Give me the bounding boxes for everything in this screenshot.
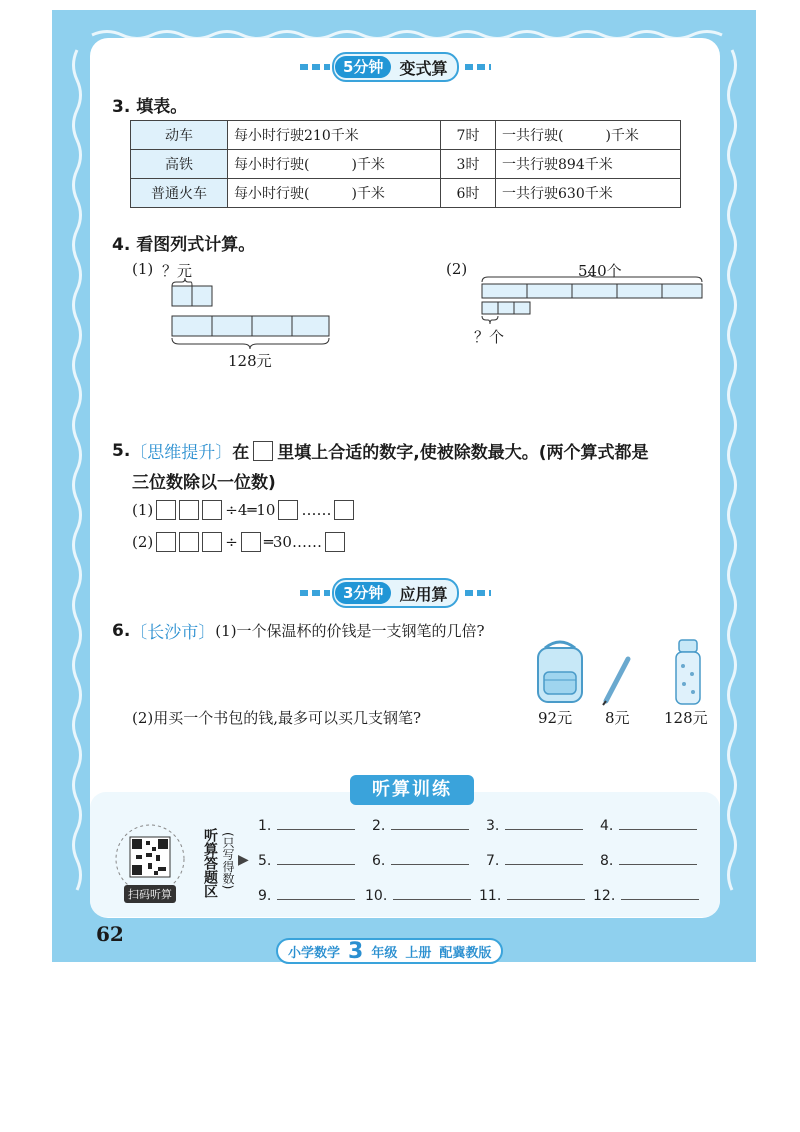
remainder-box[interactable] <box>325 532 345 552</box>
answer-note: (只写得数) <box>221 832 235 890</box>
equation-1 <box>132 500 354 520</box>
question-5-title <box>112 438 649 463</box>
divider-dots <box>300 64 330 70</box>
diagram-1-label: (1) <box>132 260 154 278</box>
answer-slot[interactable]: 12. <box>593 888 699 904</box>
answer-slot[interactable]: 3. <box>486 818 583 834</box>
table-row <box>131 150 681 179</box>
speed-cell: 每小时行驶210千米 <box>228 121 441 150</box>
digit-box[interactable] <box>202 532 222 552</box>
equation-label: (1) <box>132 501 154 519</box>
digit-box[interactable] <box>156 500 176 520</box>
speed-cell[interactable]: 每小时行驶( )千米 <box>228 179 441 208</box>
footer-edition: 配冀教版 <box>439 945 492 961</box>
section-title: 应用算 <box>399 584 448 604</box>
footer-grade: 3 <box>348 938 364 964</box>
footer-grade-unit: 年级 <box>371 945 398 961</box>
equation-middle: ÷4═10 <box>225 501 276 519</box>
train-type: 动车 <box>131 121 228 150</box>
answer-slot[interactable]: 2. <box>372 818 469 834</box>
equation-middle: ═30…… <box>263 533 322 551</box>
divide-sign: ÷ <box>225 533 238 551</box>
equation-2 <box>132 532 345 552</box>
time-cell: 6时 <box>441 179 496 208</box>
train-type: 普通火车 <box>131 179 228 208</box>
question-number: 5. <box>112 440 131 461</box>
answer-slot[interactable]: 8. <box>600 853 697 869</box>
answer-slot[interactable]: 4. <box>600 818 697 834</box>
footer-volume: 上册 <box>405 945 432 961</box>
digit-box[interactable] <box>202 500 222 520</box>
answer-slot[interactable]: 11. <box>479 888 585 904</box>
divisor-box[interactable] <box>241 532 261 552</box>
answer-box-sample <box>253 441 273 461</box>
question-4-title: 4. 看图列式计算。 <box>112 235 256 255</box>
time-cell: 7时 <box>441 121 496 150</box>
thinking-tag: 〔思维提升〕 <box>130 443 233 463</box>
diagram-2-label: (2) <box>446 260 468 278</box>
divider-dots <box>300 590 330 596</box>
answer-slot[interactable]: 5. <box>258 853 355 869</box>
table-row <box>131 179 681 208</box>
section-header-application <box>300 580 491 606</box>
section-title: 变式算 <box>399 58 448 78</box>
distance-cell: 一共行驶894千米 <box>496 150 681 179</box>
diagram-1-total: 128元 <box>228 352 272 370</box>
question-text-a: 在 <box>232 443 250 463</box>
digit-box[interactable] <box>179 500 199 520</box>
remainder-dots: …… <box>301 501 332 519</box>
time-cell: 3时 <box>441 150 496 179</box>
footer-book-info <box>276 938 503 964</box>
diagram-1-unknown: ？元 <box>162 262 193 280</box>
arrow-right-icon: ▶ <box>238 852 249 868</box>
question-text-b: 里填上合适的数字,使被除数最大。(两个算式都是 <box>277 443 649 463</box>
thermos-icon <box>670 638 706 706</box>
speed-cell[interactable]: 每小时行驶( )千米 <box>228 150 441 179</box>
backpack-price: 92元 <box>538 709 573 727</box>
digit-box[interactable] <box>278 500 298 520</box>
fill-table <box>130 120 681 208</box>
question-5-text-c: 三位数除以一位数) <box>132 473 276 493</box>
pen-icon <box>600 655 634 707</box>
pen-price: 8元 <box>605 709 630 727</box>
question-6-part-2: (2)用买一个书包的钱,最多可以买几支钢笔? <box>132 709 422 727</box>
answer-slot[interactable]: 9. <box>258 888 355 904</box>
section-header-variant <box>300 54 491 80</box>
digit-box[interactable] <box>179 532 199 552</box>
question-6-part-1: (1)一个保温杯的价钱是一支钢笔的几倍? <box>215 622 485 640</box>
scan-label: 扫码听算 <box>124 885 176 903</box>
diagram-2-unknown: ？个 <box>474 328 505 346</box>
minutes-badge: 5分钟 <box>335 56 391 78</box>
question-3-title: 3. 填表。 <box>112 97 188 117</box>
answer-slot[interactable]: 6. <box>372 853 469 869</box>
divider-dots <box>461 64 491 70</box>
train-type: 高铁 <box>131 150 228 179</box>
remainder-box[interactable] <box>334 500 354 520</box>
answer-area-label: 听算答题区 <box>202 828 218 898</box>
equation-label: (2) <box>132 533 154 551</box>
diagram-2-total: 540个 <box>578 262 622 280</box>
answer-slot[interactable]: 7. <box>486 853 583 869</box>
thermos-price: 128元 <box>664 709 708 727</box>
divider-dots <box>461 590 491 596</box>
answer-slot[interactable]: 10. <box>365 888 471 904</box>
minutes-badge: 3分钟 <box>335 582 391 604</box>
digit-box[interactable] <box>156 532 176 552</box>
diagram-2 <box>478 272 708 326</box>
distance-cell[interactable]: 一共行驶( )千米 <box>496 121 681 150</box>
footer-subject: 小学数学 <box>288 945 341 961</box>
distance-cell: 一共行驶630千米 <box>496 179 681 208</box>
question-6-title <box>112 618 485 643</box>
answer-slot[interactable]: 1. <box>258 818 355 834</box>
page-number: 62 <box>96 922 124 946</box>
listening-title: 听算训练 <box>350 775 474 805</box>
table-row <box>131 121 681 150</box>
diagram-1 <box>165 272 340 350</box>
question-number: 6. <box>112 620 131 641</box>
backpack-icon <box>530 640 590 706</box>
city-tag: 〔长沙市〕 <box>130 623 216 643</box>
